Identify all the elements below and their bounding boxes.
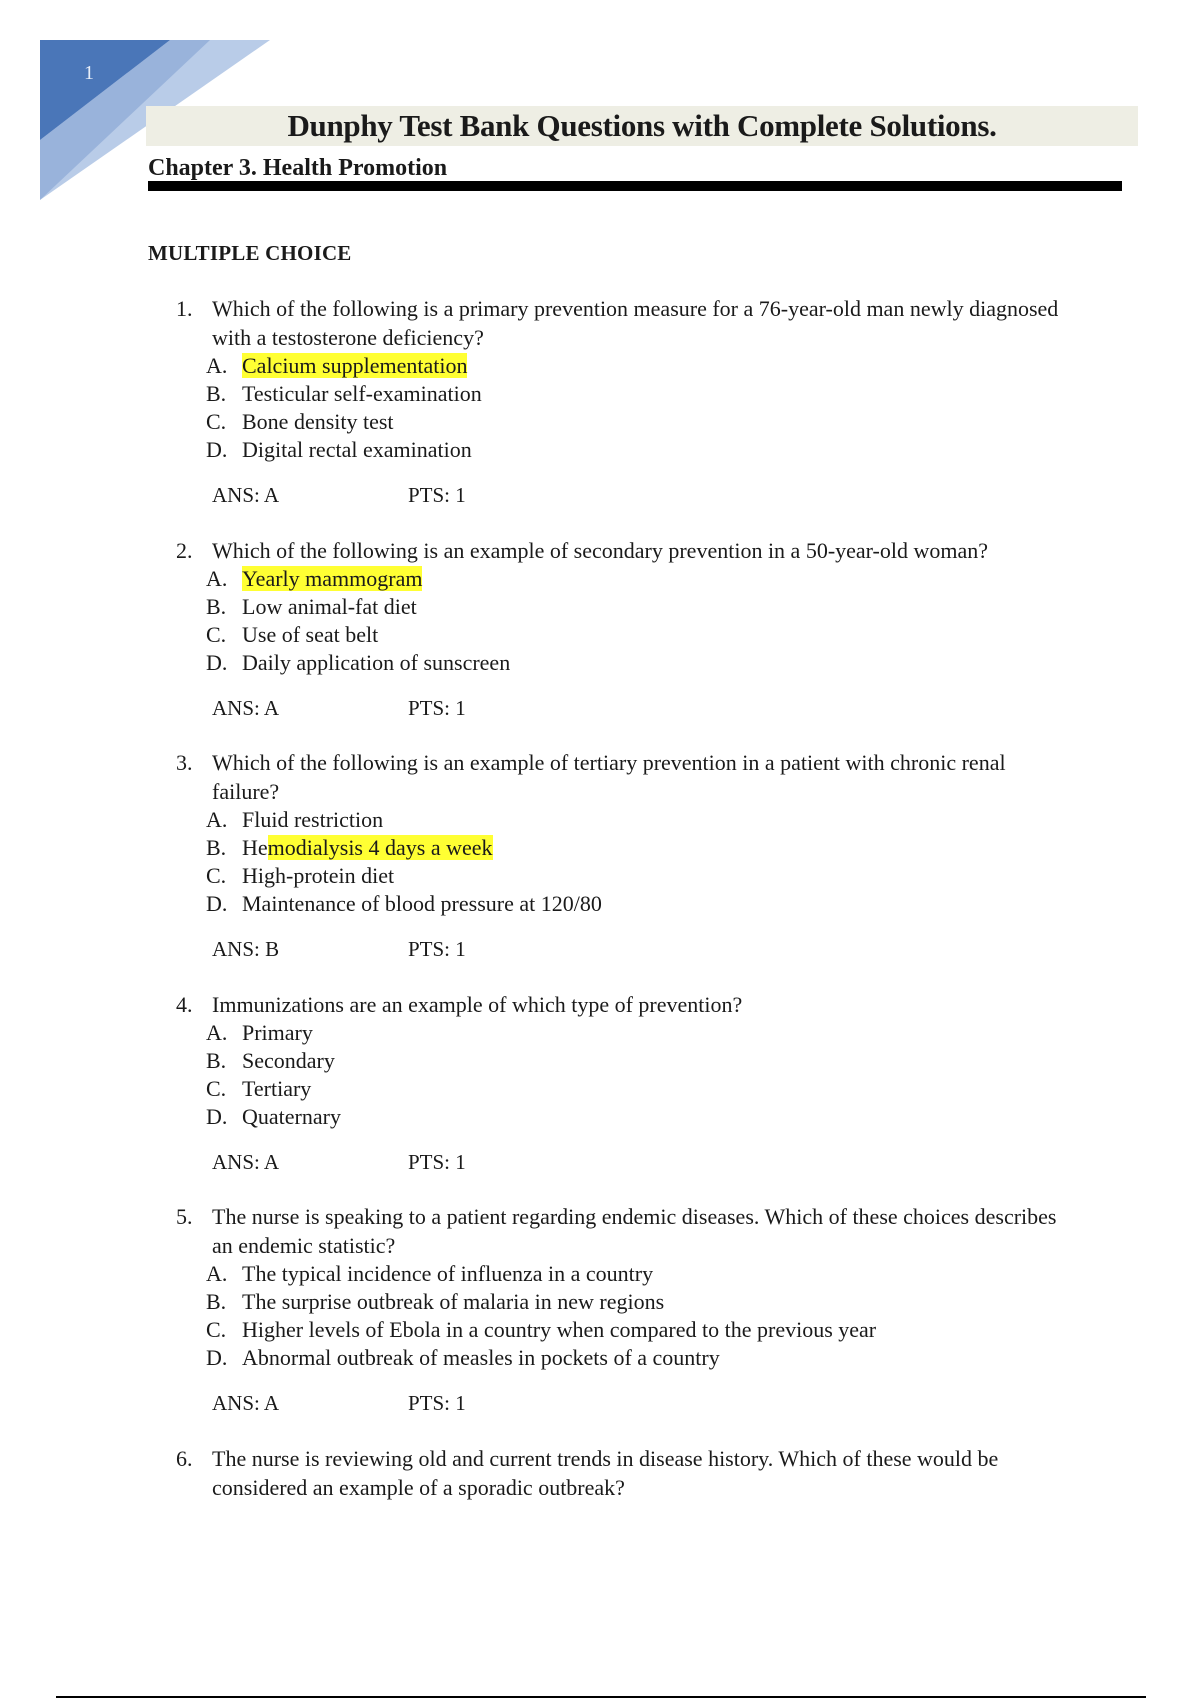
footer-rule xyxy=(56,1696,1146,1698)
points: PTS: 1 xyxy=(408,483,466,507)
option-b: B. Secondary xyxy=(206,1048,335,1073)
option-d: D. Quaternary xyxy=(206,1104,341,1129)
option-a: A. Yearly mammogram xyxy=(206,566,423,591)
points: PTS: 1 xyxy=(408,1150,466,1174)
question-number: 3. xyxy=(176,750,193,775)
highlighted-answer: Yearly mammogram xyxy=(242,566,423,591)
answer-key: ANS: A xyxy=(212,1391,280,1415)
highlighted-answer: Calcium supplementation xyxy=(242,353,468,378)
option-b: B. Hemodialysis 4 days a week xyxy=(206,835,493,860)
option-b: B. Low animal-fat diet xyxy=(206,594,417,619)
answer-key: ANS: A xyxy=(212,696,280,720)
option-c: C. High-protein diet xyxy=(206,863,395,888)
points: PTS: 1 xyxy=(408,1391,466,1415)
section-heading: MULTIPLE CHOICE xyxy=(148,241,352,265)
option-c: C. Tertiary xyxy=(206,1076,312,1101)
question-text: The nurse is reviewing old and current trends in disease history. Which of these would be considered an example of a sporadic outbreak? xyxy=(212,1446,999,1500)
document-title: Dunphy Test Bank Questions with Complete Solutions. xyxy=(287,108,997,143)
question-text: Immunizations are an example of which type of prevention? xyxy=(212,992,743,1017)
question-text: Which of the following is a primary prevention measure for a 76-year-old man newly diagnosed with a testosterone deficiency? xyxy=(212,296,1059,350)
answer-key: ANS: A xyxy=(212,483,280,507)
option-a: A. The typical incidence of influenza in a country xyxy=(206,1261,654,1286)
option-c: C. Use of seat belt xyxy=(206,622,379,647)
option-b: B. The surprise outbreak of malaria in new regions xyxy=(206,1289,665,1314)
option-d: D. Daily application of sunscreen xyxy=(206,650,511,675)
option-b: B. Testicular self-examination xyxy=(206,381,482,406)
option-d: D. Abnormal outbreak of measles in pockets of a country xyxy=(206,1345,720,1370)
question-number: 4. xyxy=(176,992,193,1017)
question-number: 2. xyxy=(176,538,193,563)
question-number: 1. xyxy=(176,296,193,321)
option-a: A. Primary xyxy=(206,1020,313,1045)
question-number: 6. xyxy=(176,1446,193,1471)
highlighted-answer: modialysis 4 days a week xyxy=(267,835,493,860)
question-number: 5. xyxy=(176,1204,193,1229)
option-c: C. Higher levels of Ebola in a country when compared to the previous year xyxy=(206,1317,877,1342)
answer-key: ANS: B xyxy=(212,937,280,961)
question-text: Which of the following is an example of secondary prevention in a 50-year-old woman? xyxy=(212,538,989,563)
points: PTS: 1 xyxy=(408,937,466,961)
answer-key: ANS: A xyxy=(212,1150,280,1174)
option-d: D. Maintenance of blood pressure at 120/80 xyxy=(206,891,602,916)
option-a: A. Calcium supplementation xyxy=(206,353,468,378)
points: PTS: 1 xyxy=(408,696,466,720)
question-text: Which of the following is an example of tertiary prevention in a patient with chronic renal failure? xyxy=(212,750,1006,804)
option-c: C. Bone density test xyxy=(206,409,394,434)
page-number: 1 xyxy=(84,62,94,84)
option-a: A. Fluid restriction xyxy=(206,807,384,832)
chapter-heading: Chapter 3. Health Promotion xyxy=(148,155,448,181)
option-d: D. Digital rectal examination xyxy=(206,437,472,462)
question-text: The nurse is speaking to a patient regarding endemic diseases. Which of these choices describes an endemic statistic? xyxy=(212,1204,1057,1258)
